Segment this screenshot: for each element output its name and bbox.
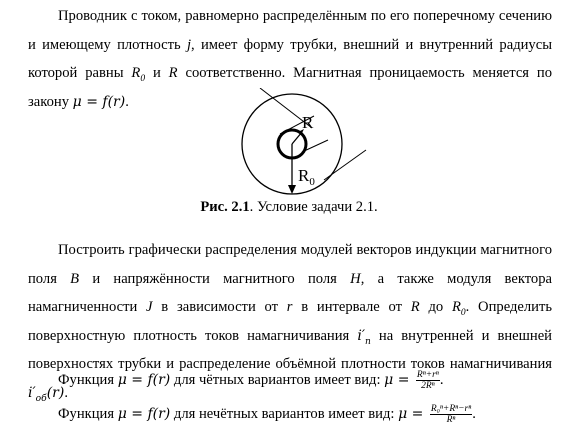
odd-formula-fraction: $\frac{\text{R₀ⁿ+Rⁿ−rⁿ}}{\text{Rⁿ}}$ <box>430 404 472 426</box>
text-fragment: в зависимости от <box>152 299 287 315</box>
text-fragment: . <box>125 93 129 110</box>
symbol-R: R <box>168 65 178 81</box>
tube-cross-section-figure <box>228 88 368 196</box>
symbol-j: j <box>186 36 191 53</box>
function-odd-line: Функция μ = f(r) для нечётных вариантов имеет вид: μ = $\frac{\text{R₀ⁿ+Rⁿ−rⁿ}}{\text{Rⁿ}}$ . <box>58 404 476 426</box>
symbol-i-surface: $i'_п$ <box>357 327 371 347</box>
symbol-R: R <box>410 299 420 315</box>
caption-label: Рис. 2.1 <box>200 199 250 215</box>
text-fragment: и напряжённости магнитного поля <box>79 270 351 287</box>
function-even-line: Функция μ = f(r) для чётных вариантов имеет вид: μ = $\frac{\text{Rⁿ+rⁿ}}{\text{2Rⁿ}}$ . <box>58 370 444 392</box>
text-fragment: . <box>64 384 68 401</box>
symbol-r: r <box>286 299 293 315</box>
label-R: R <box>302 113 314 132</box>
symbol-i-volume: $i'_{об}(r)$ <box>28 384 65 404</box>
symbol-R0: $R_0$ <box>451 299 466 318</box>
symbol-R0: $R_0$ <box>131 65 146 84</box>
outer-tangent-line-bottom <box>324 150 366 180</box>
symbol-H: H <box>350 270 361 287</box>
text-fragment: . Определить поверхностную плотность токов намагничивания <box>28 299 553 344</box>
text-fragment: Построить графически распределения модулей векторов индукции магнитного поля <box>28 242 552 287</box>
even-formula-fraction: $\frac{\text{Rⁿ+rⁿ}}{\text{2Rⁿ}}$ <box>416 370 439 392</box>
mu-law-formula: μ = f(r) <box>117 372 171 388</box>
caption-text: . Условие задачи 2.1. <box>249 199 378 215</box>
text-fragment: Проводник с током, равномерно распределённым по его поперечному сечению и имеющему плотность <box>28 8 552 53</box>
text-fragment: на внутренней и внешней поверхностях трубки и распределение объёмной плотности токов намагничивания <box>28 327 552 372</box>
text-fragment: , имеет форму трубки, внешний и внутренний радиусы которой равны <box>28 36 553 81</box>
figure-caption <box>0 197 578 217</box>
symbol-B: B <box>70 270 80 287</box>
symbol-J: J <box>146 299 153 315</box>
text-fragment: до <box>419 299 452 315</box>
mu-law-formula: μ = f(r) <box>117 406 171 422</box>
mu-law-formula: μ = f(r) <box>72 93 126 110</box>
label-R0: $R_0$ <box>298 166 315 188</box>
text-fragment: , а также модуля вектора намагниченности <box>28 270 552 315</box>
text-fragment: в интервале от <box>292 299 411 315</box>
text-fragment: соответственно. Магнитная проницаемость меняется по закону <box>28 65 552 110</box>
outer-radius-arrowhead <box>288 185 296 194</box>
text-fragment: и <box>145 65 169 81</box>
